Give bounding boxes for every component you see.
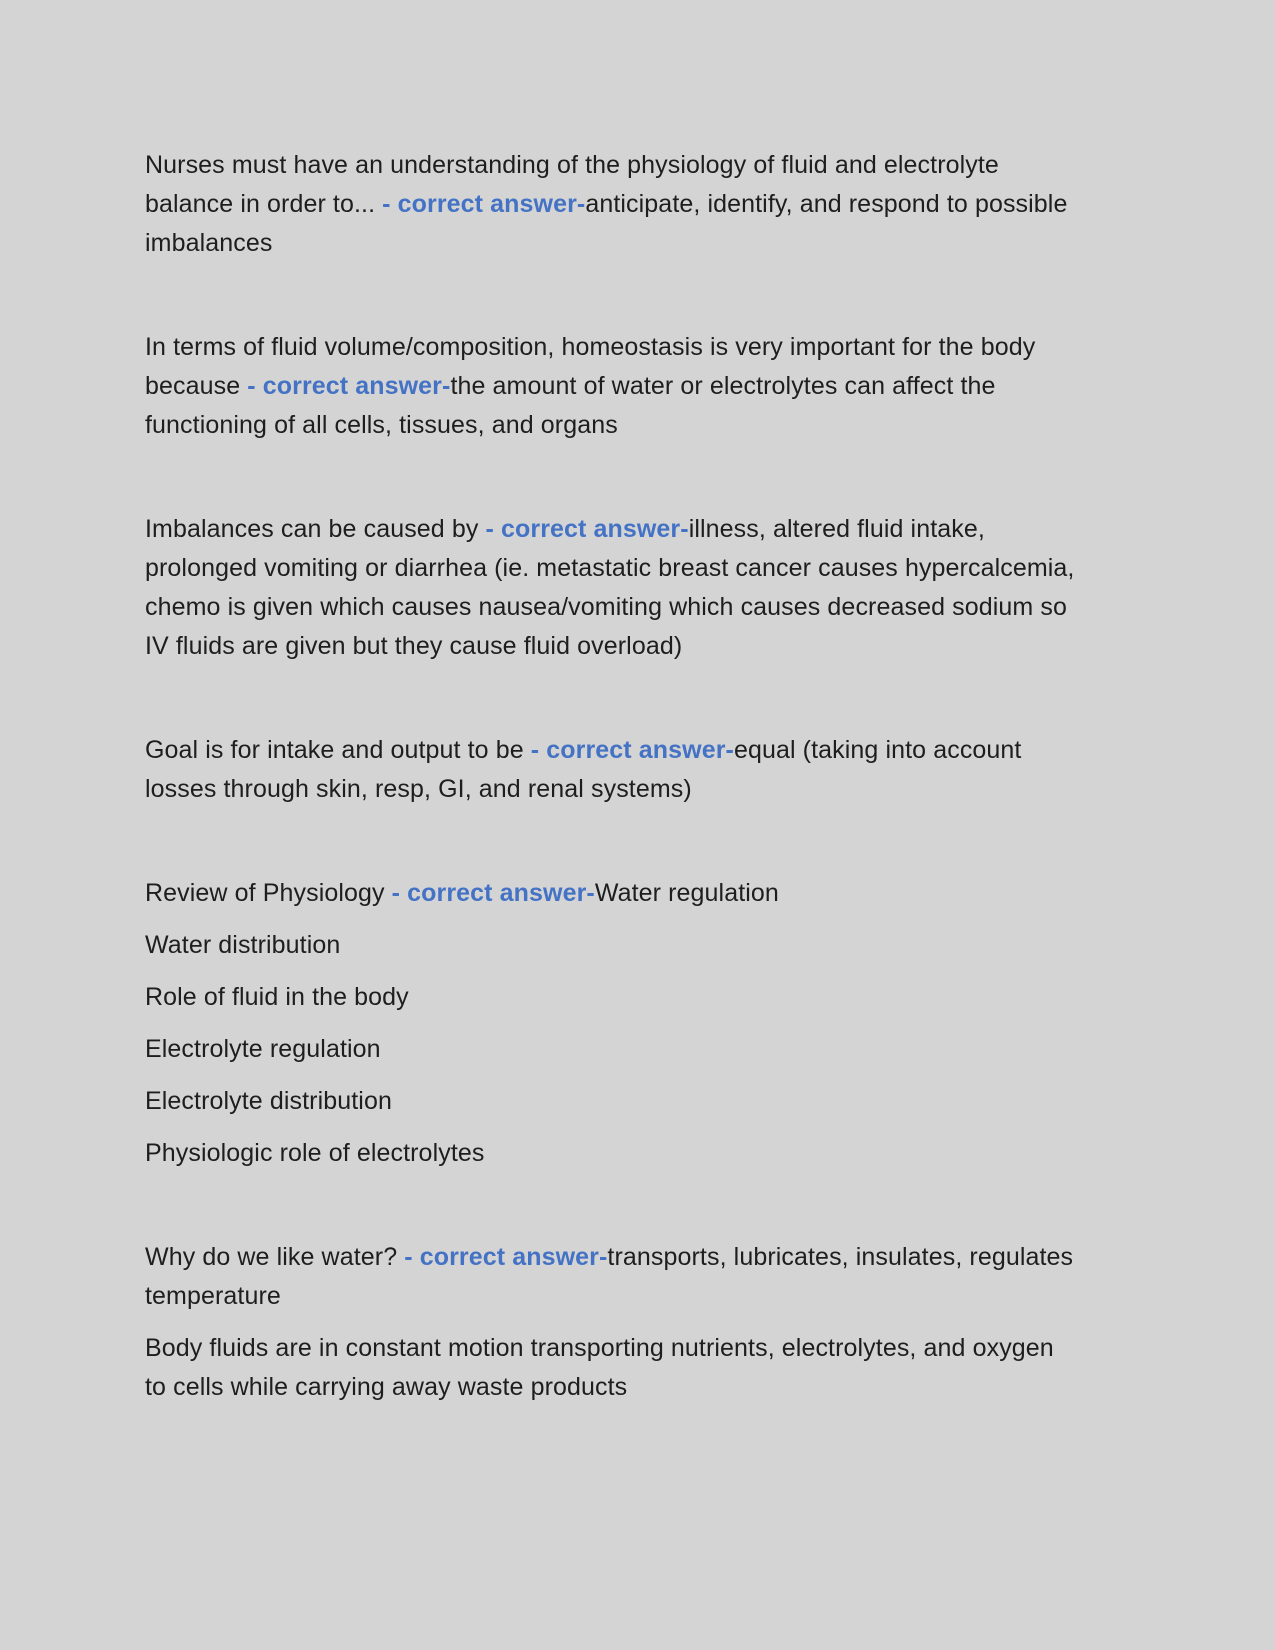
text-line: [145, 1030, 1075, 1069]
correct-answer-label: - correct answer-: [391, 879, 595, 907]
question-text: Goal is for intake and output to be: [145, 736, 531, 764]
list-item-text: Role of fluid in the body: [145, 983, 409, 1011]
text-line: [145, 1134, 1075, 1173]
list-item-text: Physiologic role of electrolytes: [145, 1139, 485, 1167]
correct-answer-label: - correct answer-: [485, 515, 689, 543]
text-line: [145, 1329, 1075, 1407]
text-line: [145, 1082, 1075, 1121]
body-text: Body fluids are in constant motion transporting nutrients, electrolytes, and oxygen to cells while carrying away waste products: [145, 1334, 1054, 1401]
correct-answer-label: - correct answer-: [382, 190, 586, 218]
answer-text: Water regulation: [594, 879, 779, 907]
answer-text: transports, lubricates, insulates, regulates temperature: [145, 1243, 1074, 1310]
list-item-text: Electrolyte distribution: [145, 1087, 392, 1115]
question-text: Imbalances can be caused by: [145, 515, 486, 543]
text-line: [145, 926, 1075, 965]
qa-paragraph: [145, 146, 1075, 263]
qa-paragraph: [145, 874, 1075, 913]
question-text: Why do we like water?: [145, 1243, 405, 1271]
list-item-text: Electrolyte regulation: [145, 1035, 381, 1063]
correct-answer-label: - correct answer-: [530, 736, 734, 764]
qa-paragraph: [145, 510, 1075, 666]
text-line: [145, 978, 1075, 1017]
list-item-text: Water distribution: [145, 931, 341, 959]
question-text: Nurses must have an understanding of the physiology of fluid and electrolyte balance in order to...: [145, 151, 999, 218]
answer-text: anticipate, identify, and respond to possible imbalances: [145, 190, 1068, 257]
question-text: Review of Physiology: [145, 879, 392, 907]
correct-answer-label: - correct answer-: [404, 1243, 608, 1271]
qa-paragraph: [145, 1238, 1075, 1316]
document-content: [145, 146, 1075, 1407]
answer-text: the amount of water or electrolytes can affect the functioning of all cells, tissues, and organs: [145, 372, 996, 439]
qa-paragraph: [145, 328, 1075, 445]
question-text: In terms of fluid volume/composition, homeostasis is very important for the body because: [145, 333, 1036, 400]
answer-text: illness, altered fluid intake, prolonged vomiting or diarrhea (ie. metastatic breast cancer causes hypercalcemia, chemo is given which causes nausea/vomiting which causes decreased sodium so IV fluids are given but they cause fluid overload): [145, 515, 1075, 660]
answer-text: equal (taking into account losses through skin, resp, GI, and renal systems): [145, 736, 1022, 803]
qa-paragraph: [145, 731, 1075, 809]
correct-answer-label: - correct answer-: [247, 372, 451, 400]
